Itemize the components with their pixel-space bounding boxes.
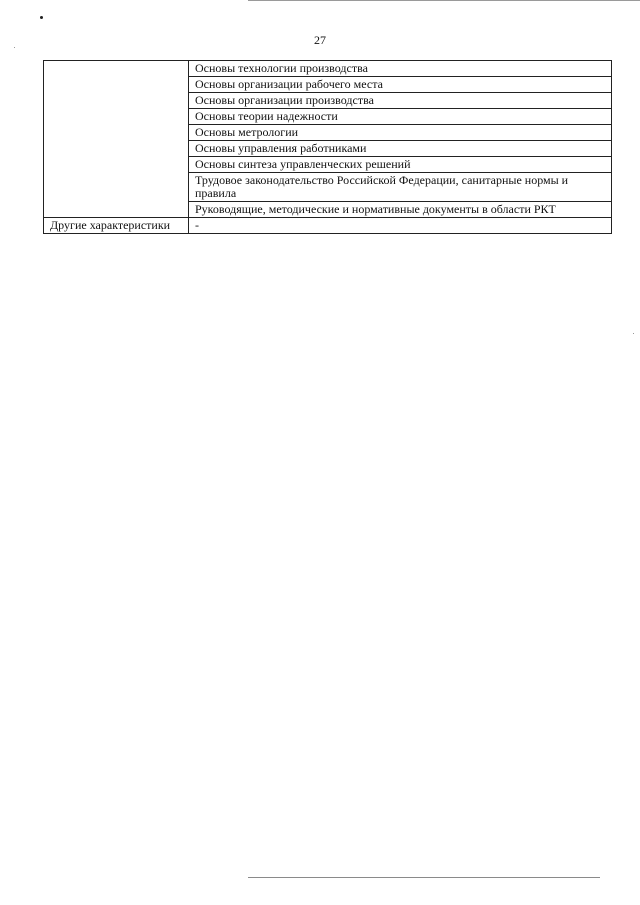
knowledge-item: Основы организации рабочего места xyxy=(189,77,612,93)
knowledge-item: Основы организации производства xyxy=(189,93,612,109)
table-row xyxy=(44,61,612,77)
requirements-table xyxy=(43,60,612,234)
knowledge-item: Основы метрологии xyxy=(189,125,612,141)
page-number: 27 xyxy=(314,33,326,47)
knowledge-item: Основы управления работниками xyxy=(189,141,612,157)
knowledge-item: Основы технологии производства xyxy=(189,61,612,77)
scan-speck xyxy=(40,16,43,19)
knowledge-item: Руководящие, методические и нормативные документы в области РКТ xyxy=(189,202,612,218)
other-characteristics-value: - xyxy=(189,218,612,234)
knowledge-item: Трудовое законодательство Российской Федерации, санитарные нормы и правила xyxy=(189,173,612,202)
required-knowledge-label-cell xyxy=(44,61,189,218)
scan-edge-top xyxy=(248,0,640,1)
scan-speck xyxy=(14,47,15,48)
scan-speck xyxy=(633,333,634,334)
other-characteristics-label: Другие характеристики xyxy=(44,218,189,234)
table-row xyxy=(44,218,612,234)
knowledge-item: Основы теории надежности xyxy=(189,109,612,125)
scan-edge-bottom xyxy=(248,877,600,878)
knowledge-item: Основы синтеза управленческих решений xyxy=(189,157,612,173)
